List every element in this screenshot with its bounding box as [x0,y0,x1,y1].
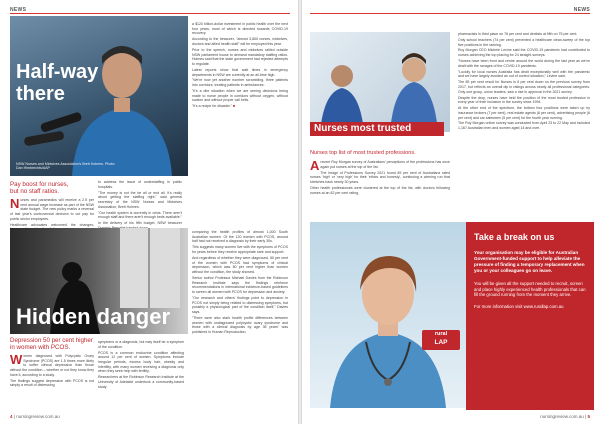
left-page [0,0,298,424]
story3-body-p5: Only school teachers (74 per cent) prevented a healthcare clean-sweep of the top five positions in the ranking. [458,37,590,47]
logo-line2: LAP [434,339,448,346]
story2-body-p5: Researchers at the Robinson Research Institute at the University of Adelaide undertook a community-based study [98,375,184,389]
story2-body-p6: comparing the health profiles of almost 1,000 South Australian women. Of the 120 women with PCOS, around half had not received a diagnosis by their early 30s. [192,230,288,244]
ad-nurse-photo [310,222,466,408]
site-right: nursingreview.com.au [540,414,584,419]
story1-body-p10: Latest reports show that wait times in emergency departments in NSW are currently at an all-time high. [192,67,288,77]
story3-body-p1: recent Roy Morgan survey of Australians' perceptions of the professions has once again put nurses at the top of the list. [320,160,450,169]
story3-body-p6: Roy Morgan CEO Michele Levine said the COVID-19 pandemic had contributed to nurses achieving the top placing for 24 straight surveys. [458,48,590,58]
end-mark: ■ [232,104,236,109]
story3-column-2 [458,32,590,132]
story2-standfirst-1: Depression 50 per cent higher [10,337,93,344]
story1-body-p13: "It's a recipe for disaster." [192,104,232,109]
story1-dropcap: N [10,196,20,211]
story1-body-p2: Healthcare advocates welcomed the changes; [10,222,94,227]
smiling-nurse-illustration [310,222,466,408]
story3-photo [310,32,450,132]
story2-body-p3: symptoms or a diagnosis, but may itself be a symptom of the condition. [98,340,184,349]
page-number-left: 4 [10,414,13,419]
story2-body-p8: And regardless of whether they were diagnosed, 50 per cent of the women with PCOS had symptoms of clinical depression, which was 50 per cent higher than women without the condition, the study showed. [192,255,288,274]
story1-column-3 [192,22,288,110]
story1-body-p6: In the delivery of his fifth budget, NSW treasurer [98,221,182,226]
story1-body-p11: "We're now yet another number scrambling, three patients into corridors, treating patients in ambulances. [192,78,288,88]
story2-column-2 [98,340,184,391]
story1-body-p4: "The money is not the be all or end all. It's really about getting the staffing right," said general secretary of the NSW Nurses and Midwives Association, Brett Holmes. [98,190,182,209]
story2-headline: Hidden danger [16,304,171,329]
story3-body-p3: Other health professionals were clustered at the top of the list, with doctors following nurses at an 82 per cent rating, [310,185,450,195]
page-number-right: 5 [587,414,590,419]
story1-headline-line2: there [16,83,65,105]
site-left: nursingreview.com.au [16,414,60,419]
story3-body-p11: At the other end of the spectrum, the bottom four positions were taken up by insurance brokers (7 per cent), real estate agents (6 per cent), advertising people (6 per cent) and car salesmen (5 per cent) for the fourth year running. [458,106,590,120]
story3-body-p12: The Roy Morgan online survey was conducted from April 23 to 22 May and included 1,167 Australian men and women aged 14 and over. [458,121,590,131]
story1-headline-line1: Half-way [16,61,99,83]
ad-body-text: You will be given all the support needed to recruit, screen and place highly experienced health professionals that can fill the ground running from the moment they arrive. [474,280,586,298]
story1-body-p8: According to the treasurer, "almost 3,800 nurses, midwives, doctors and allied health staff" will be employed this year. [192,37,288,46]
running-head-right: NEWS [573,7,590,13]
story2-photo [10,228,188,334]
story1-body-p9: Prior to the speech, nurses and midwives rallied outside NSW parliament house to demand mandatory staffing ratios. Holmes said that the state government had rejected attempts to regulate. [192,47,288,66]
story1-standfirst-2: but no staff ratios. [10,188,60,195]
story1-body-p5: "Our health system is currently in crisis. There aren't enough staff and there aren't enough beds available." [98,210,182,220]
story2-body-p1: omen diagnosed with Polycystic Ovary Syndrome (PCOS) are 1.5 times more likely to suffer clinical depression than those without the condition – whether or not they know they have it, according to a study. [10,354,94,377]
story1-standfirst-1: Pay boost for nurses, [10,181,69,188]
ad-sidebar [466,222,594,410]
story2-column-1 [10,354,94,389]
folio-right: nursingreview.com.au | 5 [540,414,590,419]
rule-left [10,13,290,14]
story2-standfirst-2: in women with PCOS. [10,344,71,351]
running-head-left: NEWS [10,7,27,13]
story1-body-p7: a $120 billion-dollar investment in public health over the next four years, most of which is directed towards COVID-19 recovery. [192,22,288,36]
story3-column-1 [310,160,450,196]
story1-photo [10,16,188,176]
story2-body-p7: This suggests many women live with the symptoms of PCOS for years before they receive appropriate care and support. [192,245,288,254]
story3-body-p10: Despite the drop, nurses have held the position of the most trusted profession in every year of their inclusion in the survey since 1994. [458,95,590,105]
rural-lap-logo [422,330,460,350]
folio-left: 4 | nursingreview.com.au [10,414,60,419]
nurses-illustration [310,32,450,132]
story3-body-p9: The 89 per cent result for Nurses is 6 per cent down on the previous survey from 2017, but reflects an overall dip in ratings across nearly all professional categories. Only one group, union leaders, saw a rise in approval in the 2021 survey. [458,80,590,94]
story2-body-p11: "There were also stark health profile differences between women with undiagnosed polycystic ovary syndrome and those with a clinical diagnosis by age 35 years" was published in Human Reproduction. [192,315,288,334]
story3-body-p2: The Image of Professions Survey 2021 found 89 per cent of Australians rated nurses 'high' or 'very high' for their 'ethics and honesty', continuing a winning run that stretches back nearly 30 years. [310,170,450,184]
story2-body-p2: The findings suggest depression with PCOS is not simply a result of distressing [10,378,94,388]
ad-title: Take a break on us [474,232,555,242]
ad-more-info-link[interactable]: For more information visit www.rurallap.com.au [474,304,564,310]
story3-headline: Nurses most trusted [310,122,444,136]
rule-right [310,13,590,14]
story1-body-p3: to address the issue of understaffing in public hospitals. [98,180,182,189]
story2-body-p10: "Our research and others' findings point to depression in PCOS not simply being related to distressing symptoms, but possibly a physiological part of the condition itself," Davies says. [192,295,288,314]
right-page [302,0,600,424]
story2-dropcap: W [10,352,23,367]
story3-standfirst: Nurses top list of most trusted professions. [310,150,416,156]
story1-column-2 [98,180,182,232]
story3-dropcap: A [310,158,320,173]
story2-body-p9: Senior author Professor Michael Davies from the Robinson Research Institute says the findings reinforce recommendations in international evidence-based guidelines to screen all women with PCOS for depression and anxiety. [192,275,288,294]
story3-body-p7: "Nurses have been front and centre around the world during the last year as we've dealt with the ravages of the COVID-19 pandemic. [458,59,590,68]
story2-body-p4: PCOS is a common endocrine condition affecting around 12 per cent of women. Symptoms include irregular periods, excess body hair, obesity and infertility, with many women receiving a diagnosis only when they seek help with fertility. [98,350,184,374]
logo-line1: rural [434,331,448,337]
story1-body-p12: "It's a dire situation when we are seeing decisions being made to nurse people in corridors without oxygen, without suction and without proper call bells. [192,89,288,103]
story1-body-p1: urses and paramedics will receive a 2.5 per cent annual wage increase as part of the NSW state budget. The new policy marks a reversal of last year's controversial decision to cut pay for public sector employees. [10,198,94,221]
story2-column-3 [192,230,288,336]
story3-body-p8: "Luckily for local nurses Australia has dealt exceptionally well with the pandemic and we have largely avoided an out of control situation," Levine said. [458,69,590,79]
ad-bold-text: Your organisation may be eligible for Australian Government-funded support to help alleviate the pressure of finding a temporary replacement when you or your colleagues go on leave. [474,250,585,273]
story3-body-p4: pharmacists in third place on 76 per cent and dentists at fifth on 75 per cent. [458,32,578,36]
story1-photo-caption: NSW Nurses and Midwives Association's Brett Holmes. Photo: Dan Himbrechts/AAP [16,162,116,171]
